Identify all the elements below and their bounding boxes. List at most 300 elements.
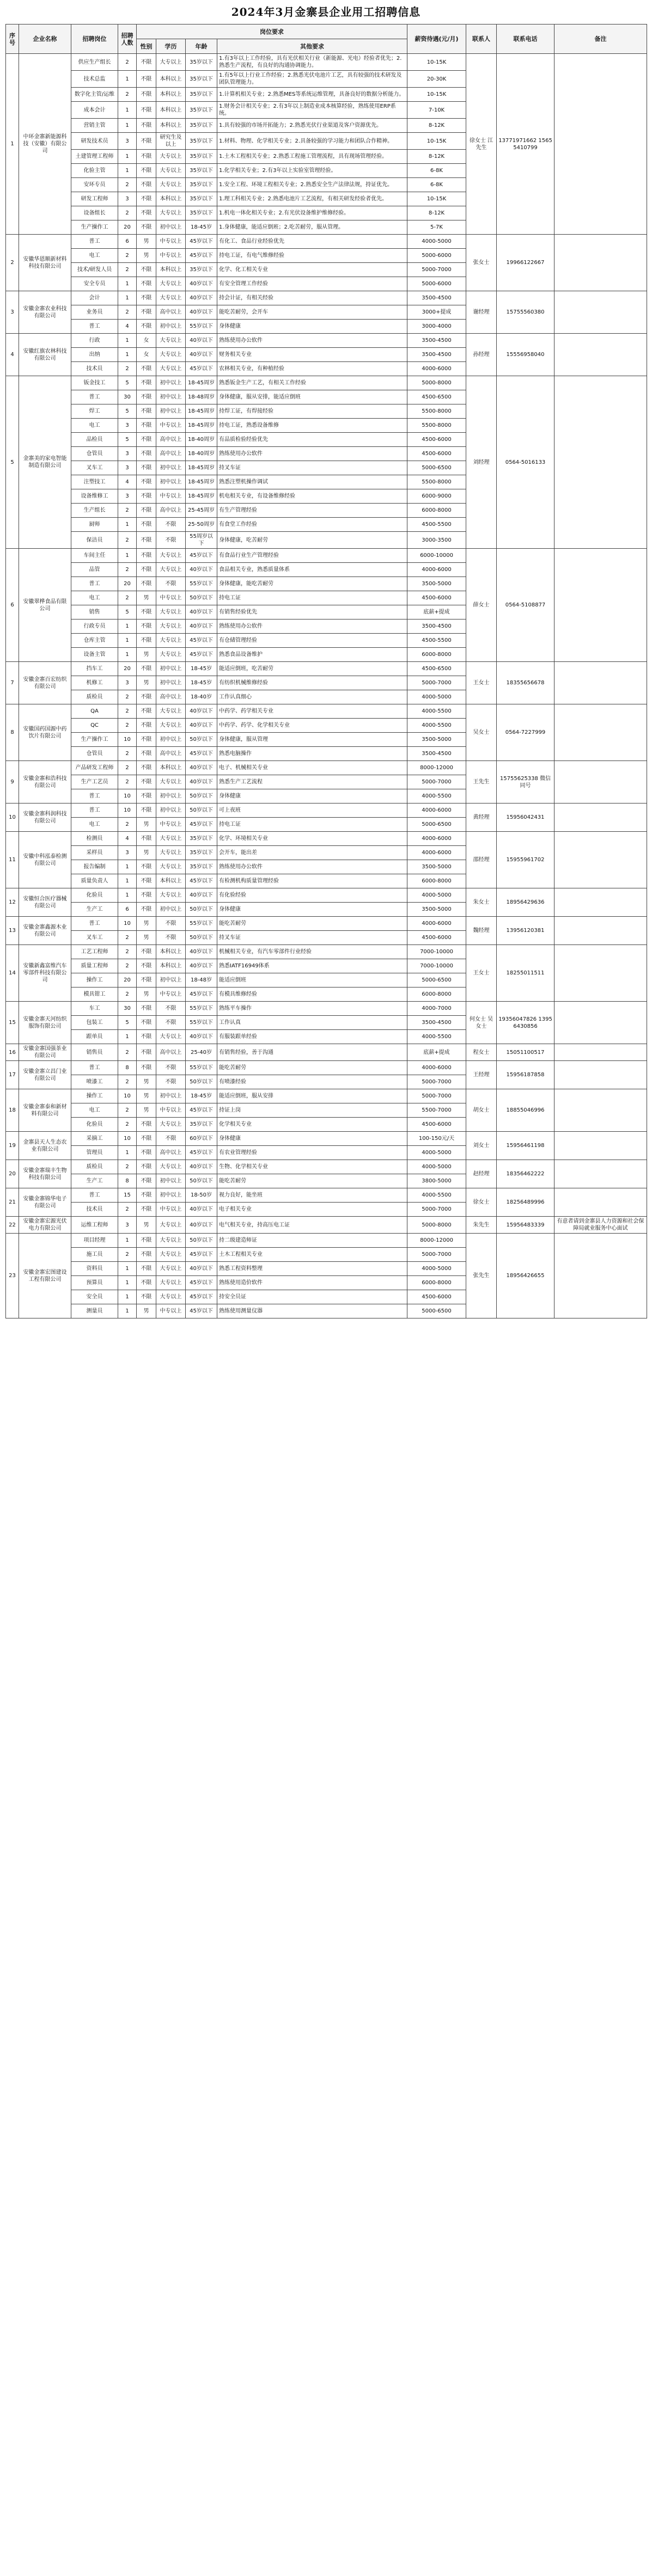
contact-phone: 0564-7227999	[497, 704, 554, 761]
education-requirement: 初中以上	[156, 1174, 186, 1188]
company-number: 20	[6, 1160, 19, 1188]
header-education: 学历	[156, 39, 186, 54]
education-requirement: 大专以上	[156, 704, 186, 719]
age-requirement: 18-45岁	[186, 220, 217, 235]
contact-phone: 15755625338 微信同号	[497, 761, 554, 804]
company-number: 7	[6, 662, 19, 704]
table-row	[6, 1089, 647, 1103]
contact-phone: 18256489996	[497, 1188, 554, 1217]
age-requirement: 45岁以下	[186, 1103, 217, 1118]
age-requirement: 45岁以下	[186, 1248, 217, 1262]
salary: 4000-6000	[407, 362, 466, 376]
other-requirements: 能适应倒班，吃苦耐劳	[217, 662, 407, 676]
company-number: 13	[6, 917, 19, 945]
salary: 4000-6000	[407, 846, 466, 860]
gender-requirement: 男	[137, 648, 156, 662]
company-number: 9	[6, 761, 19, 804]
education-requirement: 不限	[156, 532, 186, 549]
contact-phone: 15956461198	[497, 1132, 554, 1160]
other-requirements: 电子、机械相关专业	[217, 761, 407, 775]
other-requirements: 持焊工证，有焊接经验	[217, 404, 407, 419]
education-requirement: 初中以上	[156, 1188, 186, 1203]
position-name: 普工	[71, 789, 118, 804]
position-name: 设备组长	[71, 206, 118, 220]
position-name: 行政	[71, 334, 118, 348]
salary: 5000-6500	[407, 973, 466, 988]
hire-count: 2	[118, 178, 137, 192]
salary: 20-30K	[407, 71, 466, 88]
other-requirements: 工作认真细心	[217, 690, 407, 704]
education-requirement: 大专以上	[156, 277, 186, 291]
other-requirements: 持叉车证	[217, 461, 407, 475]
company-number: 11	[6, 832, 19, 888]
education-requirement: 中专以上	[156, 1203, 186, 1217]
age-requirement: 35岁以下	[186, 150, 217, 164]
gender-requirement: 不限	[137, 164, 156, 178]
education-requirement: 大专以上	[156, 605, 186, 620]
education-requirement: 大专以上	[156, 206, 186, 220]
gender-requirement: 不限	[137, 888, 156, 903]
table-row	[6, 704, 647, 719]
other-requirements: 持会计证，有相关经验	[217, 291, 407, 305]
other-requirements: 会开车，能出差	[217, 846, 407, 860]
gender-requirement: 不限	[137, 461, 156, 475]
education-requirement: 初中以上	[156, 390, 186, 404]
hire-count: 1	[118, 71, 137, 88]
education-requirement: 本科以上	[156, 874, 186, 888]
education-requirement: 初中以上	[156, 1089, 186, 1103]
education-requirement: 中专以上	[156, 489, 186, 504]
table-row	[6, 376, 647, 390]
gender-requirement: 不限	[137, 874, 156, 888]
age-requirement: 45岁以下	[186, 362, 217, 376]
position-name: 技术员	[71, 1203, 118, 1217]
gender-requirement: 不限	[137, 719, 156, 733]
company-number: 19	[6, 1132, 19, 1160]
remarks	[554, 376, 647, 549]
position-name: 技术/研发人员	[71, 263, 118, 277]
salary: 4500-6000	[407, 931, 466, 945]
company-number: 15	[6, 1002, 19, 1044]
contact-phone: 18956429636	[497, 888, 554, 917]
education-requirement: 大专以上	[156, 775, 186, 789]
gender-requirement: 不限	[137, 390, 156, 404]
hire-count: 2	[118, 206, 137, 220]
hire-count: 2	[118, 88, 137, 102]
hire-count: 2	[118, 719, 137, 733]
position-name: 采摘工	[71, 1132, 118, 1146]
salary: 7000-10000	[407, 945, 466, 959]
age-requirement: 18-45周岁	[186, 475, 217, 489]
other-requirements: 有化工、食品行业经验优先	[217, 235, 407, 249]
contact-phone: 13956120381	[497, 917, 554, 945]
header-phone: 联系电话	[497, 24, 554, 54]
salary: 4000-5000	[407, 690, 466, 704]
position-name: 化验主管	[71, 164, 118, 178]
other-requirements: 持二级建造师证	[217, 1234, 407, 1248]
table-row	[6, 235, 647, 249]
salary: 5500-8000	[407, 475, 466, 489]
position-name: 土建管理工程师	[71, 150, 118, 164]
position-name: 产品研发工程师	[71, 761, 118, 775]
salary: 3000-4000	[407, 320, 466, 334]
age-requirement: 45岁以下	[186, 1146, 217, 1160]
remarks	[554, 54, 647, 235]
remarks: 有意者请到金寨县人力资源和社会保障局就业服务中心面试	[554, 1217, 647, 1234]
contact-person: 朱女士	[466, 888, 497, 917]
gender-requirement: 不限	[137, 305, 156, 320]
salary: 10-15K	[407, 192, 466, 206]
gender-requirement: 女	[137, 334, 156, 348]
position-name: 测量员	[71, 1304, 118, 1318]
header-row-1	[6, 24, 647, 39]
position-name: 会计	[71, 291, 118, 305]
education-requirement: 初中以上	[156, 220, 186, 235]
position-name: 电工	[71, 818, 118, 832]
gender-requirement: 不限	[137, 577, 156, 591]
contact-phone: 15956187858	[497, 1061, 554, 1089]
gender-requirement: 不限	[137, 133, 156, 150]
other-requirements: 生物、化学相关专业	[217, 1160, 407, 1174]
education-requirement: 初中以上	[156, 461, 186, 475]
company-name: 安徽金寨国强茶业有限公司	[19, 1044, 71, 1061]
other-requirements: 持叉车证	[217, 931, 407, 945]
company-number: 8	[6, 704, 19, 761]
contact-person: 徐女士	[466, 1188, 497, 1217]
education-requirement: 高中以上	[156, 1044, 186, 1061]
salary: 6-8K	[407, 164, 466, 178]
age-requirement: 40岁以下	[186, 620, 217, 634]
position-name: 叉车工	[71, 461, 118, 475]
position-name: 模具钳工	[71, 988, 118, 1002]
hire-count: 3	[118, 192, 137, 206]
education-requirement: 初中以上	[156, 903, 186, 917]
gender-requirement: 不限	[137, 1160, 156, 1174]
education-requirement: 初中以上	[156, 320, 186, 334]
company-number: 3	[6, 291, 19, 334]
salary: 5000-7000	[407, 676, 466, 690]
age-requirement: 35岁以下	[186, 102, 217, 119]
hire-count: 2	[118, 1160, 137, 1174]
other-requirements: 财务相关专业	[217, 348, 407, 362]
hire-count: 2	[118, 775, 137, 789]
remarks	[554, 1188, 647, 1217]
age-requirement: 40岁以下	[186, 334, 217, 348]
gender-requirement: 不限	[137, 549, 156, 563]
age-requirement: 18-45周岁	[186, 419, 217, 433]
table-row	[6, 1002, 647, 1016]
education-requirement: 中专以上	[156, 249, 186, 263]
table-row	[6, 549, 647, 563]
salary: 3000-3500	[407, 532, 466, 549]
hire-count: 2	[118, 532, 137, 549]
contact-person: 邵经理	[466, 832, 497, 888]
other-requirements: 身体健康，服从安排，能适应倒班	[217, 390, 407, 404]
other-requirements: 有食品行业生产管理经验	[217, 549, 407, 563]
gender-requirement: 男	[137, 846, 156, 860]
company-name: 安徽金寨农业科技有限公司	[19, 291, 71, 334]
age-requirement: 25-45周岁	[186, 504, 217, 518]
other-requirements: 有服装跟单经验	[217, 1030, 407, 1044]
position-name: 普工	[71, 577, 118, 591]
position-name: 生产工	[71, 903, 118, 917]
other-requirements: 1.土木工程相关专业；2.熟悉工程施工管理流程，具有现场管理经验。	[217, 150, 407, 164]
age-requirement: 45岁以下	[186, 634, 217, 648]
company-name: 中环金寨新能源科技（安徽）有限公司	[19, 54, 71, 235]
gender-requirement: 不限	[137, 220, 156, 235]
position-name: 营销主管	[71, 119, 118, 133]
table-row	[6, 1217, 647, 1234]
gender-requirement: 不限	[137, 690, 156, 704]
contact-person: 魏经理	[466, 917, 497, 945]
company-number: 14	[6, 945, 19, 1002]
salary: 6000-8000	[407, 1276, 466, 1290]
age-requirement: 40岁以下	[186, 291, 217, 305]
age-requirement: 40岁以下	[186, 1160, 217, 1174]
company-name: 金寨县天人生态农业有限公司	[19, 1132, 71, 1160]
hire-count: 10	[118, 789, 137, 804]
education-requirement: 本科以上	[156, 88, 186, 102]
contact-person: 孙经理	[466, 334, 497, 376]
gender-requirement: 不限	[137, 775, 156, 789]
other-requirements: 1.化学相关专业；2.有3年以上实验室管理经验。	[217, 164, 407, 178]
contact-person: 薛女士	[466, 549, 497, 662]
education-requirement: 不限	[156, 931, 186, 945]
position-name: 喷漆工	[71, 1075, 118, 1089]
position-name: 项目经理	[71, 1234, 118, 1248]
remarks	[554, 945, 647, 1002]
remarks	[554, 1132, 647, 1160]
table-row	[6, 1234, 647, 1248]
age-requirement: 35岁以下	[186, 133, 217, 150]
hire-count: 1	[118, 1234, 137, 1248]
hire-count: 5	[118, 1016, 137, 1030]
company-name: 安徽金寨宏图建设工程有限公司	[19, 1234, 71, 1318]
education-requirement: 中专以上	[156, 419, 186, 433]
header-contact-person: 联系人	[466, 24, 497, 54]
remarks	[554, 1044, 647, 1061]
position-name: 普工	[71, 917, 118, 931]
salary: 3500-5000	[407, 860, 466, 874]
contact-person: 何女士 吴女士	[466, 1002, 497, 1044]
education-requirement: 大专以上	[156, 1234, 186, 1248]
position-name: 仓管员	[71, 747, 118, 761]
age-requirement: 35岁以下	[186, 1118, 217, 1132]
company-name: 安徽华恩顺新材料科技有限公司	[19, 235, 71, 291]
table-row	[6, 662, 647, 676]
education-requirement: 高中以上	[156, 504, 186, 518]
other-requirements: 能吃苦耐劳	[217, 1061, 407, 1075]
hire-count: 1	[118, 1030, 137, 1044]
remarks	[554, 888, 647, 917]
other-requirements: 持证上岗	[217, 1103, 407, 1118]
other-requirements: 熟练使用造价软件	[217, 1276, 407, 1290]
salary: 4500-6000	[407, 1290, 466, 1304]
gender-requirement: 不限	[137, 959, 156, 973]
other-requirements: 1.材料、物理、化学相关专业；2.具备较强的学习能力和团队合作精神。	[217, 133, 407, 150]
salary: 5000-7000	[407, 775, 466, 789]
education-requirement: 大专以上	[156, 634, 186, 648]
hire-count: 1	[118, 1304, 137, 1318]
other-requirements: 有化验经验	[217, 888, 407, 903]
gender-requirement: 不限	[137, 789, 156, 804]
company-number: 18	[6, 1089, 19, 1132]
gender-requirement: 不限	[137, 761, 156, 775]
contact-phone: 18355656678	[497, 662, 554, 704]
hire-count: 6	[118, 235, 137, 249]
age-requirement: 40岁以下	[186, 1030, 217, 1044]
education-requirement: 大专以上	[156, 362, 186, 376]
contact-phone: 15956483339	[497, 1217, 554, 1234]
contact-phone: 15956042431	[497, 804, 554, 832]
other-requirements: 1.身体健康，能适应倒班；2.吃苦耐劳，服从管理。	[217, 220, 407, 235]
company-name: 安徽金寨立昌门业有限公司	[19, 1061, 71, 1089]
age-requirement: 40岁以下	[186, 1203, 217, 1217]
other-requirements: 持电工证，熟悉设备维修	[217, 419, 407, 433]
salary: 6000-8000	[407, 874, 466, 888]
remarks	[554, 1089, 647, 1132]
salary: 5000-7000	[407, 1089, 466, 1103]
age-requirement: 45岁以下	[186, 1290, 217, 1304]
contact-phone: 13771971662 15655410799	[497, 54, 554, 235]
education-requirement: 不限	[156, 1061, 186, 1075]
education-requirement: 本科以上	[156, 761, 186, 775]
position-name: 生产操作工	[71, 220, 118, 235]
age-requirement: 50岁以下	[186, 1075, 217, 1089]
education-requirement: 不限	[156, 1016, 186, 1030]
salary: 4500-6500	[407, 662, 466, 676]
position-name: 品检员	[71, 433, 118, 447]
other-requirements: 有生产管理经验	[217, 504, 407, 518]
age-requirement: 35岁以下	[186, 832, 217, 846]
salary: 5500-7000	[407, 1103, 466, 1118]
education-requirement: 大专以上	[156, 150, 186, 164]
contact-person: 刘经理	[466, 376, 497, 549]
other-requirements: 熟悉生产工艺流程	[217, 775, 407, 789]
education-requirement: 大专以上	[156, 719, 186, 733]
company-name: 安徽金寨和浩科技有限公司	[19, 761, 71, 804]
table-row	[6, 761, 647, 775]
salary: 6000-8000	[407, 988, 466, 1002]
company-name: 安徽金寨宏源光伏电力有限公司	[19, 1217, 71, 1234]
age-requirement: 18-40周岁	[186, 447, 217, 461]
salary: 4000-5000	[407, 1146, 466, 1160]
hire-count: 2	[118, 305, 137, 320]
gender-requirement: 不限	[137, 973, 156, 988]
hire-count: 30	[118, 1002, 137, 1016]
gender-requirement: 不限	[137, 54, 156, 71]
hire-count: 1	[118, 291, 137, 305]
contact-person: 王女士	[466, 945, 497, 1002]
hire-count: 2	[118, 747, 137, 761]
gender-requirement: 不限	[137, 475, 156, 489]
age-requirement: 55岁以下	[186, 320, 217, 334]
education-requirement: 大专以上	[156, 860, 186, 874]
gender-requirement: 男	[137, 931, 156, 945]
age-requirement: 40岁以下	[186, 1217, 217, 1234]
position-name: 管理员	[71, 1146, 118, 1160]
company-name: 安徽红旗农林科技有限公司	[19, 334, 71, 376]
age-requirement: 55岁以下	[186, 1016, 217, 1030]
remarks	[554, 804, 647, 832]
position-name: 行政专员	[71, 620, 118, 634]
contact-person: 程女士	[466, 1044, 497, 1061]
other-requirements: 熟悉工程资料整理	[217, 1262, 407, 1276]
salary: 4000-7000	[407, 1002, 466, 1016]
contact-phone: 19966122667	[497, 235, 554, 291]
age-requirement: 18-45周岁	[186, 376, 217, 390]
position-name: 供应生产组长	[71, 54, 118, 71]
other-requirements: 能适应倒班，服从安排	[217, 1089, 407, 1103]
other-requirements: 有销售经验，善于沟通	[217, 1044, 407, 1061]
gender-requirement: 不限	[137, 433, 156, 447]
gender-requirement: 不限	[137, 1132, 156, 1146]
gender-requirement: 不限	[137, 277, 156, 291]
position-name: 业务员	[71, 305, 118, 320]
page	[5, 0, 647, 1318]
position-name: 叉车工	[71, 931, 118, 945]
gender-requirement: 男	[137, 1103, 156, 1118]
contact-person: 王女士	[466, 662, 497, 704]
company-name: 安徽金寨泰和新材料有限公司	[19, 1089, 71, 1132]
age-requirement: 40岁以下	[186, 305, 217, 320]
table-body	[6, 54, 647, 1318]
remarks	[554, 1002, 647, 1044]
company-name: 安徽新鑫富维汽车零部件科技有限公司	[19, 945, 71, 1002]
contact-phone: 15556958040	[497, 334, 554, 376]
position-name: 采样员	[71, 846, 118, 860]
education-requirement: 不限	[156, 518, 186, 532]
position-name: 普工	[71, 320, 118, 334]
gender-requirement: 不限	[137, 1290, 156, 1304]
table-row	[6, 334, 647, 348]
gender-requirement: 男	[137, 235, 156, 249]
position-name: 设备维修工	[71, 489, 118, 504]
salary: 3500-4500	[407, 620, 466, 634]
position-name: 质量工程师	[71, 959, 118, 973]
hire-count: 2	[118, 818, 137, 832]
hire-count: 8	[118, 1061, 137, 1075]
gender-requirement: 不限	[137, 1044, 156, 1061]
company-name: 安徽金寨百宏纺织有限公司	[19, 662, 71, 704]
education-requirement: 初中以上	[156, 662, 186, 676]
age-requirement: 35岁以下	[186, 192, 217, 206]
education-requirement: 不限	[156, 577, 186, 591]
position-name: 化验员	[71, 1118, 118, 1132]
gender-requirement: 不限	[137, 704, 156, 719]
hire-count: 1	[118, 888, 137, 903]
hire-count: 2	[118, 1248, 137, 1262]
age-requirement: 50岁以下	[186, 931, 217, 945]
position-name: 注塑技工	[71, 475, 118, 489]
salary: 4500-5500	[407, 634, 466, 648]
company-name: 安徽中科泓泰检测有限公司	[19, 832, 71, 888]
education-requirement: 本科以上	[156, 71, 186, 88]
position-name: 技术总监	[71, 71, 118, 88]
gender-requirement: 不限	[137, 447, 156, 461]
hire-count: 1	[118, 1276, 137, 1290]
hire-count: 10	[118, 1089, 137, 1103]
hire-count: 2	[118, 263, 137, 277]
salary: 4500-6000	[407, 433, 466, 447]
salary: 4500-6000	[407, 447, 466, 461]
hire-count: 2	[118, 249, 137, 263]
remarks	[554, 334, 647, 376]
hire-count: 3	[118, 461, 137, 475]
other-requirements: 1.机电一体化相关专业；2.有光伏设备维护维修经验。	[217, 206, 407, 220]
age-requirement: 35岁以下	[186, 119, 217, 133]
age-requirement: 18-45周岁	[186, 404, 217, 419]
